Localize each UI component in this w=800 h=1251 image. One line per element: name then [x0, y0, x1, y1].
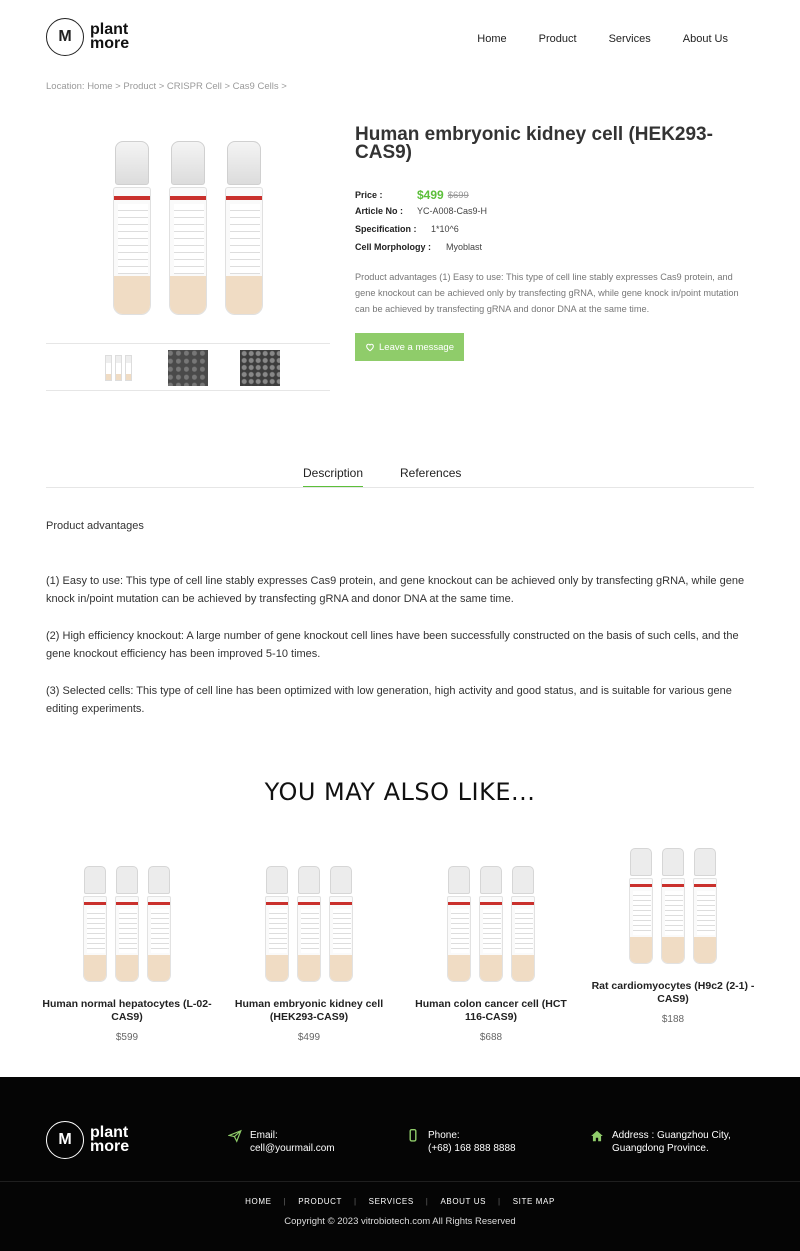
logo-mark: M [46, 1121, 84, 1159]
vial-image [225, 141, 263, 317]
nav-about-us[interactable]: About Us [682, 33, 728, 45]
phone-label: Phone: [428, 1130, 460, 1141]
footer-address [590, 1129, 731, 1155]
description-paragraph-1: (1) Easy to use: This type of cell line stably expresses Cas9 protein, and gene knockout can be achieved only by transfecting gRNA, while gene knock in/point mutation can be achieved by transfecting gRNA and donor DNA at the same time. [46, 575, 745, 605]
price-original: $699 [447, 189, 469, 201]
nav-services[interactable]: Services [608, 33, 651, 45]
related-product-price: $688 [479, 1032, 503, 1043]
footer-link-product[interactable]: PRODUCT [298, 1197, 342, 1206]
site-header [0, 0, 800, 78]
footer-link-site-map[interactable]: SITE MAP [512, 1197, 555, 1206]
related-product-card[interactable] [224, 860, 394, 1043]
related-product-card[interactable] [42, 860, 212, 1043]
related-product-image [42, 860, 212, 990]
logo-wordmark: plant more [90, 21, 130, 52]
phone-icon [406, 1129, 420, 1155]
footer-links: HOME | PRODUCT | SERVICES | ABOUT US | SITE MAP [0, 1197, 800, 1206]
site-footer [0, 1077, 800, 1251]
footer-email [228, 1129, 335, 1155]
site-logo[interactable] [46, 18, 129, 56]
related-product-name[interactable]: Human colon cancer cell (HCT 116-CAS9) [415, 998, 567, 1023]
main-nav [477, 33, 728, 45]
description-paragraph-2: (2) High efficiency knockout: A large number of gene knockout cell lines have been successfully constructed on the basis of such cells, and the gene knockout efficiency has been improved 5-10 times. [46, 630, 739, 660]
related-product-price: $499 [297, 1032, 321, 1043]
thumbnail-vials[interactable] [98, 350, 138, 386]
related-product-image [406, 860, 576, 990]
tab-description[interactable]: Description [303, 466, 363, 487]
related-product-card[interactable] [406, 860, 576, 1043]
footer-link-services[interactable]: SERVICES [368, 1197, 414, 1206]
vial-image [169, 141, 207, 317]
related-product-image [588, 842, 758, 972]
related-product-price: $188 [661, 1014, 685, 1025]
breadcrumb[interactable]: Location: Home > Product > CRISPR Cell > Cas9 Cells > [46, 81, 287, 92]
related-product-name[interactable]: Rat cardiomyocytes (H9c2 (2-1) - CAS9) [591, 980, 755, 1005]
related-product-image [224, 860, 394, 990]
related-product-name[interactable]: Human normal hepatocytes (L-02-CAS9) [42, 998, 212, 1023]
email-label: Email: [250, 1130, 278, 1141]
price-current: $499 [417, 188, 444, 202]
vial-image [113, 141, 151, 317]
thumbnail-strip [46, 343, 330, 391]
heart-icon [365, 342, 375, 352]
thumbnail-microscopy-2[interactable] [240, 350, 280, 386]
article-row [355, 206, 487, 216]
specification-row [355, 224, 459, 234]
morphology-row [355, 242, 482, 252]
footer-link-home[interactable]: HOME [245, 1197, 272, 1206]
specification-label: Specification : [355, 224, 417, 234]
copyright: Copyright © 2023 vitrobiotech.com All Rights Reserved [284, 1216, 516, 1227]
morphology-label: Cell Morphology : [355, 242, 431, 252]
footer-phone [406, 1129, 516, 1155]
footer-logo[interactable] [46, 1121, 129, 1159]
morphology-value: Myoblast [446, 242, 483, 252]
article-value: YC-A008-Cas9-H [417, 206, 488, 216]
article-label: Article No : [355, 206, 404, 216]
address-line-2: Guangdong Province. [612, 1143, 709, 1154]
phone-value[interactable]: (+68) 168 888 8888 [428, 1143, 516, 1154]
price-row [355, 188, 469, 202]
related-product-price: $599 [115, 1032, 139, 1043]
logo-wordmark: plant more [90, 1124, 130, 1155]
description-paragraph-3: (3) Selected cells: This type of cell line has been optimized with low generation, high activity and good status, and is suitable for various gene editing experiments. [46, 685, 732, 715]
product-main-image[interactable] [46, 118, 330, 340]
price-label: Price : [355, 190, 383, 200]
tab-bar [46, 462, 754, 488]
footer-divider [0, 1181, 800, 1182]
nav-home[interactable]: Home [477, 33, 507, 45]
thumbnail-microscopy-1[interactable] [168, 350, 208, 386]
specification-value: 1*10^6 [431, 224, 459, 234]
product-summary: Product advantages (1) Easy to use: This type of cell line stably expresses Cas9 protein, and gene knockout can be achieved only by transfecting gRNA, while gene knock in/point mutation can be achieved by transfecting gRNA and donor DNA at the same time. [355, 272, 739, 314]
description-heading: Product advantages [46, 520, 144, 532]
logo-mark: M [46, 18, 84, 56]
paper-plane-icon [228, 1129, 242, 1155]
email-value[interactable]: cell@yourmail.com [250, 1143, 335, 1154]
footer-link-about-us[interactable]: ABOUT US [440, 1197, 487, 1206]
related-product-name[interactable]: Human embryonic kidney cell (HEK293-CAS9) [234, 998, 384, 1023]
leave-message-button[interactable] [355, 333, 464, 361]
product-title: Human embryonic kidney cell (HEK293-CAS9) [355, 124, 713, 163]
tab-references[interactable]: References [400, 466, 462, 480]
leave-message-label: Leave a message [379, 341, 454, 353]
address-line-1: Address : Guangzhou City, [612, 1130, 731, 1141]
home-icon [590, 1129, 604, 1155]
nav-product[interactable]: Product [538, 33, 577, 45]
related-heading: YOU MAY ALSO LIKE... [264, 778, 536, 806]
related-product-card[interactable] [588, 842, 758, 1025]
